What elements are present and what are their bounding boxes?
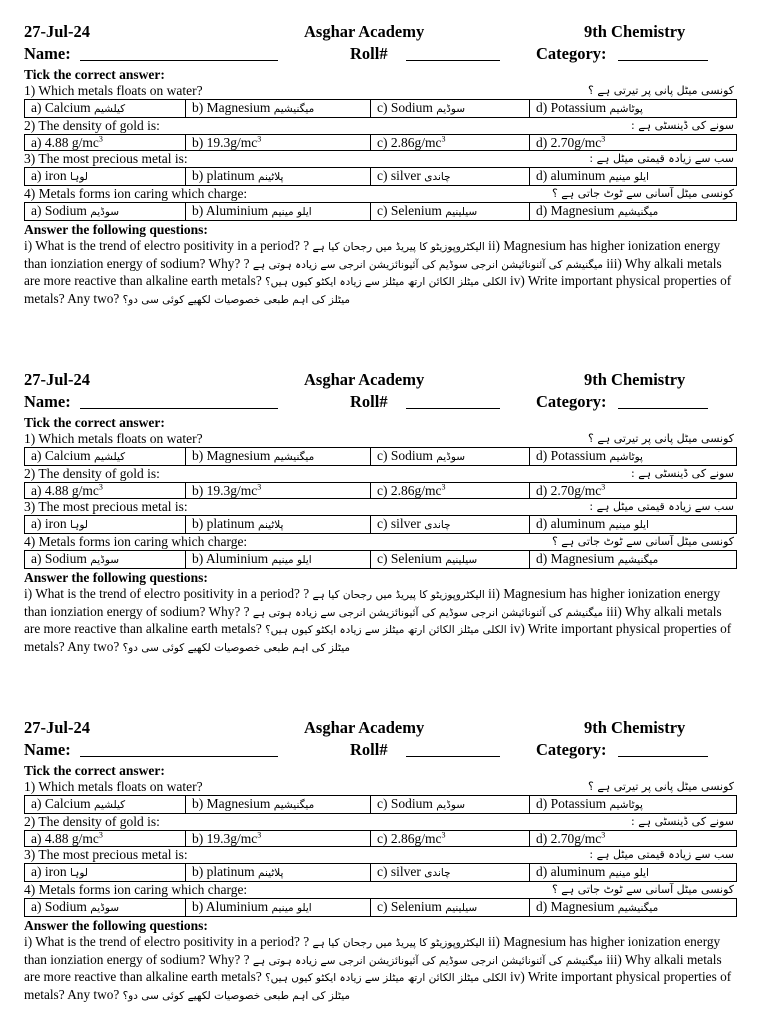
option-label: c) silver [377,864,421,879]
option-b[interactable] [186,203,371,221]
option-label: c) Sodium [377,448,433,463]
option-c[interactable] [371,864,530,882]
option-label: d) Magnesium [536,899,615,914]
student-info-row [24,740,736,762]
option-b[interactable] [186,516,371,534]
subject-title: 9th Chemistry [584,22,686,41]
question-text-urdu: کونسی میٹل پانی پر تیرتی ہے ؟ [588,432,734,445]
option-label: b) Aluminium [192,899,269,914]
option-d[interactable] [530,831,737,847]
option-a[interactable] [25,864,186,882]
question-text-urdu: سونے کی ڈینسٹی ہے : [631,119,734,132]
options-table [24,202,737,221]
option-d[interactable] [530,796,737,814]
short-question-urdu: الیکٹروپوزیٹو کا پیریڈ میں رجحان کیا ہے [309,937,489,949]
option-a[interactable] [25,899,186,917]
quiz-paper [24,370,736,656]
question-text: 3) The most precious metal is: [24,499,188,514]
short-questions-text [24,238,736,308]
option-label: a) 4.88 g/mc [31,831,99,846]
option-label-urdu: سیلینیم [445,902,478,914]
option-label-urdu: ایلو مینیم [271,902,312,914]
mcq-heading: Tick the correct answer: [24,67,165,82]
option-superscript: 3 [441,830,446,840]
paper-header [24,22,736,44]
question-text: 2) The density of gold is: [24,814,160,829]
option-superscript: 3 [98,830,103,840]
option-label: c) Selenium [377,899,442,914]
name-blank-line[interactable] [80,60,278,61]
quiz-paper [24,718,736,1004]
category-blank-line[interactable] [618,756,708,757]
academy-name: Asghar Academy [304,22,425,41]
option-label-urdu: پوٹاشیم [609,451,643,463]
option-label: b) platinum [192,516,255,531]
short-question: ii) Magnesium has higher ionization energy than ionziation energy of sodium? Why? ? [24,934,721,967]
question-text-urdu: سب سے زیادہ قیمتی میٹل ہے : [589,500,734,513]
option-b[interactable] [186,483,371,499]
option-label: a) iron [31,168,67,183]
short-question: iii) Why alkali metals are more reactive than alkaline earth metals? [24,255,722,288]
subject-title: 9th Chemistry [584,718,686,737]
question-text-urdu: سب سے زیادہ قیمتی میٹل ہے : [589,152,734,165]
option-b[interactable] [186,135,371,151]
question-text-urdu: سب سے زیادہ قیمتی میٹل ہے : [589,848,734,861]
short-question: iv) Write important physical properties of metals? Any two? [24,273,732,306]
option-label: b) platinum [192,864,255,879]
option-d[interactable] [530,483,737,499]
option-b[interactable] [186,899,371,917]
category-blank-line[interactable] [618,408,708,409]
options-table [24,898,737,917]
option-label-urdu: ایلو مینیم [271,554,312,566]
question-text-urdu: کونسی میٹل آسانی سے ٹوٹ جاتی ہے ؟ [551,535,734,548]
option-d[interactable] [530,864,737,882]
option-label: c) Selenium [377,551,442,566]
question-text: 2) The density of gold is: [24,118,160,133]
option-label-urdu: سوڈیم [90,206,120,218]
question-text-urdu: کونسی میٹل پانی پر تیرتی ہے ؟ [588,780,734,793]
option-label-urdu: سوڈیم [436,103,466,115]
option-label: d) Potassium [536,448,607,463]
options-table [24,550,737,569]
question-text: 1) Which metals floats on water? [24,431,203,446]
option-label: a) Calcium [31,448,91,463]
short-question: iii) Why alkali metals are more reactive than alkaline earth metals? [24,951,722,984]
option-label-urdu: پوٹاشیم [609,103,643,115]
option-label: c) Selenium [377,203,442,218]
option-label-urdu: پوٹاشیم [609,799,643,811]
option-label-urdu: لوہا [69,171,88,183]
quiz-paper [24,22,736,308]
mcq-list [24,83,736,221]
option-label-urdu: لوہا [69,519,88,531]
question-text: 3) The most precious metal is: [24,151,188,166]
option-superscript: 3 [601,830,606,840]
short-question-urdu: الکلی میٹلز الکائن ارتھ میٹلز سے زیادہ ایکٹو کیوں ہیں؟ [265,624,507,636]
roll-blank-line[interactable] [406,60,500,61]
short-question-urdu: میٹلز کی اہم طبعی خصوصیات لکھیے کوئی سی دو؟ [122,989,351,1002]
paper-header [24,718,736,740]
option-label: b) Magnesium [192,100,271,115]
option-label: d) Magnesium [536,203,615,218]
options-table [24,795,737,814]
option-label: d) 2.70g/mc [536,135,602,150]
short-question: iv) Write important physical properties of metals? Any two? [24,969,732,1002]
question-line [24,779,736,795]
option-label: b) platinum [192,168,255,183]
option-superscript: 3 [98,482,103,492]
option-a[interactable] [25,203,186,221]
option-label-urdu: سوڈیم [90,554,120,566]
option-label-urdu: سیلینیم [445,206,478,218]
option-b[interactable] [186,864,371,882]
short-question-urdu: الیکٹروپوزیٹو کا پیریڈ میں رجحان کیا ہے [309,241,489,253]
option-label: c) Sodium [377,796,433,811]
question-text: 4) Metals forms ion caring which charge: [24,882,248,897]
student-info-row [24,44,736,66]
subject-title: 9th Chemistry [584,370,686,389]
option-c[interactable] [371,203,530,221]
option-label: c) Sodium [377,100,433,115]
option-superscript: 3 [98,134,103,144]
option-label-urdu: میگنیشیم [273,451,315,463]
question-line [24,83,736,99]
option-label-urdu: ایلو مینیم [271,206,312,218]
option-label-urdu: کیلشیم [93,103,126,115]
option-label-urdu: میگنیشیم [273,103,315,115]
question-line [24,466,736,482]
option-label-urdu: چاندی [424,171,451,183]
option-c[interactable] [371,483,530,499]
option-superscript: 3 [601,134,606,144]
question-line [24,847,736,863]
option-b[interactable] [186,448,371,466]
name-label: Name: [24,392,71,411]
option-d[interactable] [530,516,737,534]
short-question: iii) Why alkali metals are more reactive than alkaline earth metals? [24,603,722,636]
option-superscript: 3 [441,134,446,144]
option-a[interactable] [25,100,186,118]
short-question-urdu: میگنیشم کی آئنونائیشن انرجی سوڈیم کی آئیونائزیشن انرجی سے زیادہ ہوتی ہے [249,606,607,619]
paper-date: 27-Jul-24 [24,718,90,737]
category-label: Category: [536,44,607,63]
roll-blank-line[interactable] [406,408,500,409]
option-a[interactable] [25,135,186,151]
mcq-heading: Tick the correct answer: [24,763,165,778]
question-text-urdu: کونسی میٹل پانی پر تیرتی ہے ؟ [588,84,734,97]
student-info-row [24,392,736,414]
option-label-urdu: میگنیشیم [617,554,659,566]
roll-label: Roll# [350,44,388,63]
option-label: d) 2.70g/mc [536,483,602,498]
paper-header [24,370,736,392]
option-label: d) Potassium [536,796,607,811]
option-c[interactable] [371,135,530,151]
option-c[interactable] [371,100,530,118]
option-label-urdu: کیلشیم [93,799,126,811]
option-b[interactable] [186,551,371,569]
option-b[interactable] [186,831,371,847]
option-label-urdu: چاندی [424,867,451,879]
option-superscript: 3 [257,830,262,840]
short-question: iv) Write important physical properties of metals? Any two? [24,621,732,654]
short-questions-text [24,586,736,656]
option-c[interactable] [371,899,530,917]
mcq-list [24,779,736,917]
question-text: 1) Which metals floats on water? [24,779,203,794]
option-c[interactable] [371,551,530,569]
option-label-urdu: ایلو مینیم [608,171,649,183]
option-a[interactable] [25,168,186,186]
option-label: c) 2.86g/mc [377,135,442,150]
option-d[interactable] [530,100,737,118]
option-label: d) Potassium [536,100,607,115]
question-line [24,186,736,202]
paper-date: 27-Jul-24 [24,22,90,41]
options-table [24,482,737,499]
question-text: 2) The density of gold is: [24,466,160,481]
option-d[interactable] [530,135,737,151]
option-label-urdu: پلاٹینم [258,519,284,531]
question-text-urdu: سونے کی ڈینسٹی ہے : [631,815,734,828]
option-label: d) aluminum [536,168,606,183]
academy-name: Asghar Academy [304,718,425,737]
option-label: a) iron [31,516,67,531]
option-label: a) Sodium [31,899,87,914]
options-table [24,99,737,118]
option-label: a) iron [31,864,67,879]
short-question: i) What is the trend of electro positivity in a period? ? [24,586,310,601]
question-line [24,882,736,898]
option-label-urdu: کیلشیم [93,451,126,463]
short-questions-heading: Answer the following questions: [24,570,208,585]
mcq-heading: Tick the correct answer: [24,415,165,430]
option-label-urdu: میگنیشیم [617,206,659,218]
option-label: b) Magnesium [192,448,271,463]
question-text-urdu: کونسی میٹل آسانی سے ٹوٹ جاتی ہے ؟ [551,187,734,200]
option-label-urdu: سوڈیم [90,902,120,914]
option-a[interactable] [25,831,186,847]
option-label: b) Aluminium [192,203,269,218]
roll-blank-line[interactable] [406,756,500,757]
option-a[interactable] [25,796,186,814]
option-d[interactable] [530,168,737,186]
question-line [24,118,736,134]
option-c[interactable] [371,516,530,534]
option-label: c) silver [377,168,421,183]
option-label-urdu: سیلینیم [445,554,478,566]
roll-label: Roll# [350,740,388,759]
question-text: 4) Metals forms ion caring which charge: [24,186,248,201]
category-label: Category: [536,740,607,759]
option-label: b) 19.3g/mc [192,831,258,846]
roll-label: Roll# [350,392,388,411]
short-questions-heading: Answer the following questions: [24,222,208,237]
option-d[interactable] [530,448,737,466]
question-text: 1) Which metals floats on water? [24,83,203,98]
short-question-urdu: میٹلز کی اہم طبعی خصوصیات لکھیے کوئی سی دو؟ [122,641,351,654]
mcq-list [24,431,736,569]
option-label: c) 2.86g/mc [377,831,442,846]
question-line [24,431,736,447]
option-label: c) 2.86g/mc [377,483,442,498]
option-label-urdu: میگنیشیم [273,799,315,811]
options-table [24,134,737,151]
option-b[interactable] [186,168,371,186]
options-table [24,830,737,847]
option-label: a) Sodium [31,203,87,218]
option-label: a) Calcium [31,796,91,811]
short-question-urdu: الیکٹروپوزیٹو کا پیریڈ میں رجحان کیا ہے [309,589,489,601]
short-questions-heading: Answer the following questions: [24,918,208,933]
question-line [24,499,736,515]
options-table [24,447,737,466]
option-label: b) Aluminium [192,551,269,566]
option-a[interactable] [25,516,186,534]
short-question: ii) Magnesium has higher ionization energy than ionziation energy of sodium? Why? ? [24,238,721,271]
option-label: b) 19.3g/mc [192,483,258,498]
option-c[interactable] [371,796,530,814]
option-label-urdu: میگنیشیم [617,902,659,914]
short-questions-text [24,934,736,1004]
option-superscript: 3 [441,482,446,492]
option-label: d) aluminum [536,864,606,879]
option-label: b) Magnesium [192,796,271,811]
option-c[interactable] [371,168,530,186]
options-table [24,863,737,882]
short-question: i) What is the trend of electro positivity in a period? ? [24,934,310,949]
option-a[interactable] [25,448,186,466]
option-label: a) Calcium [31,100,91,115]
option-label-urdu: پلاٹینم [258,171,284,183]
options-table [24,515,737,534]
option-b[interactable] [186,100,371,118]
short-question: i) What is the trend of electro positivity in a period? ? [24,238,310,253]
option-label-urdu: سوڈیم [436,799,466,811]
name-label: Name: [24,44,71,63]
short-question: ii) Magnesium has higher ionization energy than ionziation energy of sodium? Why? ? [24,586,721,619]
name-blank-line[interactable] [80,408,278,409]
option-a[interactable] [25,551,186,569]
option-d[interactable] [530,203,737,221]
option-label: a) Sodium [31,551,87,566]
option-b[interactable] [186,796,371,814]
option-label: a) 4.88 g/mc [31,483,99,498]
question-line [24,534,736,550]
option-label-urdu: چاندی [424,519,451,531]
name-label: Name: [24,740,71,759]
option-label-urdu: پلاٹینم [258,867,284,879]
option-c[interactable] [371,448,530,466]
question-line [24,814,736,830]
short-question-urdu: میگنیشم کی آئنونائیشن انرجی سوڈیم کی آئیونائزیشن انرجی سے زیادہ ہوتی ہے [249,954,607,967]
name-blank-line[interactable] [80,756,278,757]
short-question-urdu: الکلی میٹلز الکائن ارتھ میٹلز سے زیادہ ایکٹو کیوں ہیں؟ [265,972,507,984]
option-label: d) aluminum [536,516,606,531]
option-superscript: 3 [601,482,606,492]
question-text-urdu: سونے کی ڈینسٹی ہے : [631,467,734,480]
academy-name: Asghar Academy [304,370,425,389]
short-question-urdu: میگنیشم کی آئنونائیشن انرجی سوڈیم کی آئیونائزیشن انرجی سے زیادہ ہوتی ہے [249,258,607,271]
question-text: 3) The most precious metal is: [24,847,188,862]
paper-date: 27-Jul-24 [24,370,90,389]
option-d[interactable] [530,899,737,917]
option-superscript: 3 [257,482,262,492]
options-table [24,167,737,186]
option-label-urdu: ایلو مینیم [608,519,649,531]
option-label: d) 2.70g/mc [536,831,602,846]
option-label-urdu: ایلو مینیم [608,867,649,879]
question-text: 4) Metals forms ion caring which charge: [24,534,248,549]
option-label-urdu: سوڈیم [436,451,466,463]
option-label: c) silver [377,516,421,531]
category-blank-line[interactable] [618,60,708,61]
question-text-urdu: کونسی میٹل آسانی سے ٹوٹ جاتی ہے ؟ [551,883,734,896]
option-superscript: 3 [257,134,262,144]
option-label: a) 4.88 g/mc [31,135,99,150]
option-label: b) 19.3g/mc [192,135,258,150]
short-question-urdu: میٹلز کی اہم طبعی خصوصیات لکھیے کوئی سی دو؟ [122,293,351,306]
option-label: d) Magnesium [536,551,615,566]
option-c[interactable] [371,831,530,847]
question-line [24,151,736,167]
category-label: Category: [536,392,607,411]
option-d[interactable] [530,551,737,569]
option-label-urdu: لوہا [69,867,88,879]
short-question-urdu: الکلی میٹلز الکائن ارتھ میٹلز سے زیادہ ایکٹو کیوں ہیں؟ [265,276,507,288]
option-a[interactable] [25,483,186,499]
